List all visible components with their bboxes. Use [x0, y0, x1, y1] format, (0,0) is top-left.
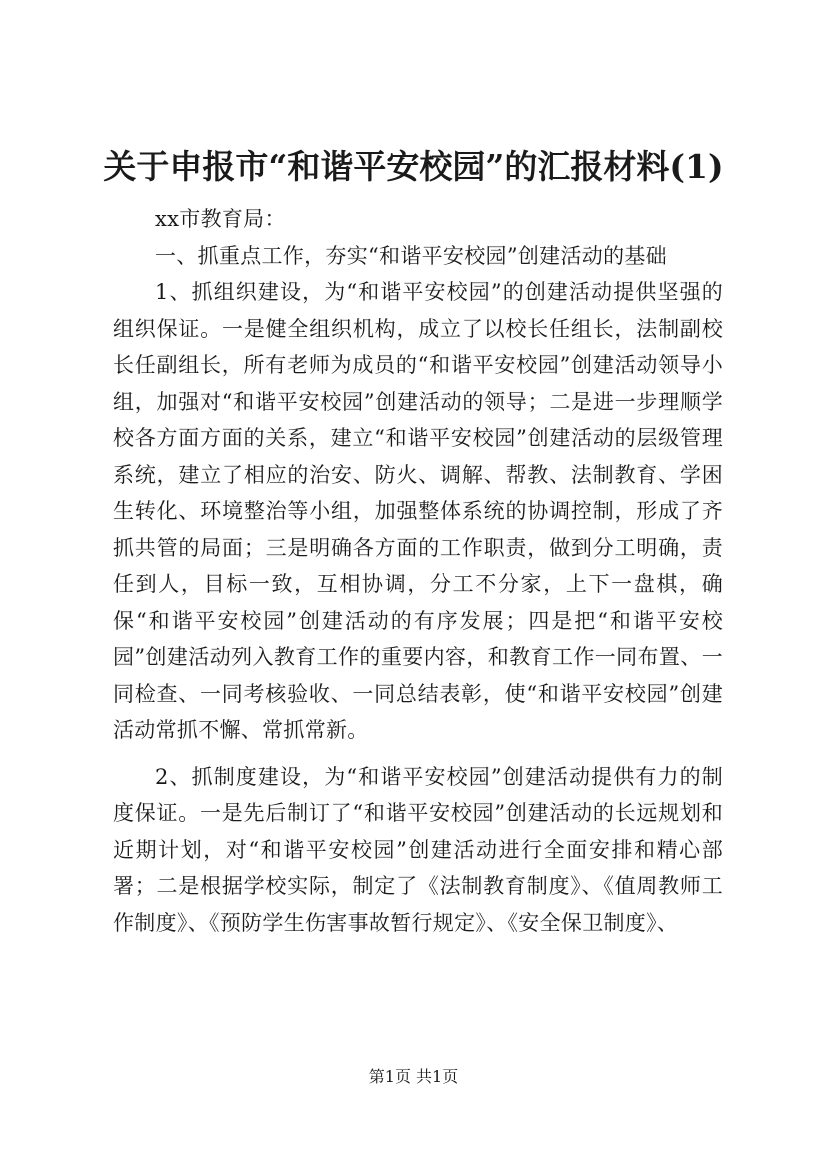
- salutation: xx市教育局：: [155, 207, 286, 231]
- paragraph-system: 2、抓制度建设，为“和谐平安校园”创建活动提供有力的制度保证。一是先后制订了“和谐平安校园”创建活动的长远规划和近期计划，对“和谐平安校园”创建活动进行全面安排和精心部署；二是根据学校实际，制定了《法制教育制度》、《值周教师工作制度》、《预防学生伤害事故暂行规定》、《安全保卫制度》、: [113, 764, 723, 935]
- paragraph-organization: 1、抓组织建设，为“和谐平安校园”的创建活动提供坚强的组织保证。一是健全组织机构，成立了以校长任组长，法制副校长任副组长，所有老师为成员的“和谐平安校园”创建活动领导小组，加强对“和谐平安校园”创建活动的领导；二是进一步理顺学校各方面方面的关系，建立“和谐平安校园”创建活动的层级管理系统，建立了相应的治安、防火、调解、帮教、法制教育、学困生转化、环境整治等小组，加强整体系统的协调控制，形成了齐抓共管的局面；三是明确各方面的工作职责，做到分工明确，责任到人，目标一致，互相协调，分工不分家，上下一盘棋，确保“和谐平安校园”创建活动的有序发展；四是把“和谐平安校园”创建活动列入教育工作的重要内容，和教育工作一同布置、一同检查、一同考核验收、一同总结表彰，使“和谐平安校园”创建活动常抓不懈、常抓常新。: [113, 280, 723, 742]
- paragraph-section-heading: 一、抓重点工作，夯实“和谐平安校园”创建活动的基础: [155, 243, 667, 268]
- document-title: 关于申报市“和谐平安校园”的汇报材料(1): [103, 147, 724, 186]
- page-footer: 第1页 共1页: [368, 1067, 459, 1086]
- document-body: [113, 201, 723, 941]
